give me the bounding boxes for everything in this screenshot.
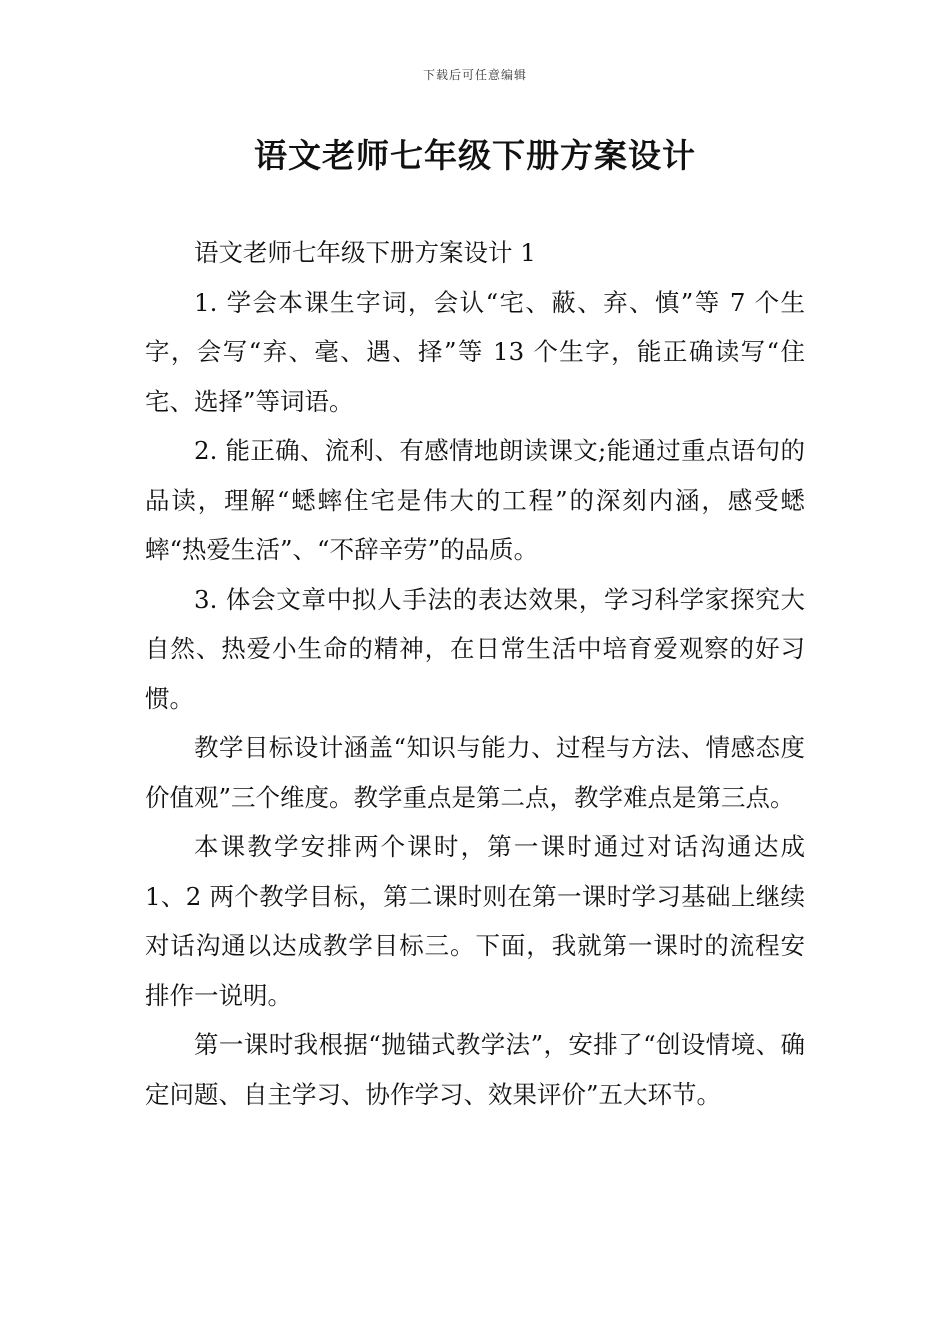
document-body — [145, 228, 805, 1119]
paragraph-goal-2: 2. 能正确、流利、有感情地朗读课文;能通过重点语句的品读，理解“蟋蟀住宅是伟大的工程”的深刻内涵，感受蟋蟀“热爱生活”、“不辞辛劳”的品质。 — [145, 436, 805, 564]
document-title: 语文老师七年级下册方案设计 — [254, 136, 696, 175]
paragraph-goal-1: 1. 学会本课生字词，会认“宅、蔽、弃、慎”等 7 个生字，会写“弃、毫、遇、择”等 13 个生字，能正确读写“住宅、选择”等词语。 — [145, 287, 805, 416]
paragraph-goal-3: 3. 体会文章中拟人手法的表达效果，学习科学家探究大自然、热爱小生命的精神，在日常生活中培育爱观察的好习惯。 — [145, 584, 805, 713]
paragraph-method: 第一课时我根据“抛锚式教学法”，安排了“创设情境、确定问题、自主学习、协作学习、效果评价”五大环节。 — [145, 1030, 805, 1109]
paragraph-goal-summary: 教学目标设计涵盖“知识与能力、过程与方法、情感态度价值观”三个维度。教学重点是第二点，教学难点是第三点。 — [145, 733, 805, 812]
paragraph-subtitle: 语文老师七年级下册方案设计 1 — [194, 238, 536, 267]
paragraph-schedule: 本课教学安排两个课时，第一课时通过对话沟通达成 1、2 两个教学目标，第二课时则在第一课时学习基础上继续对话沟通以达成教学目标三。下面，我就第一课时的流程安排作一说明。 — [145, 832, 805, 1010]
header-note: 下载后可任意编辑 — [422, 68, 527, 82]
